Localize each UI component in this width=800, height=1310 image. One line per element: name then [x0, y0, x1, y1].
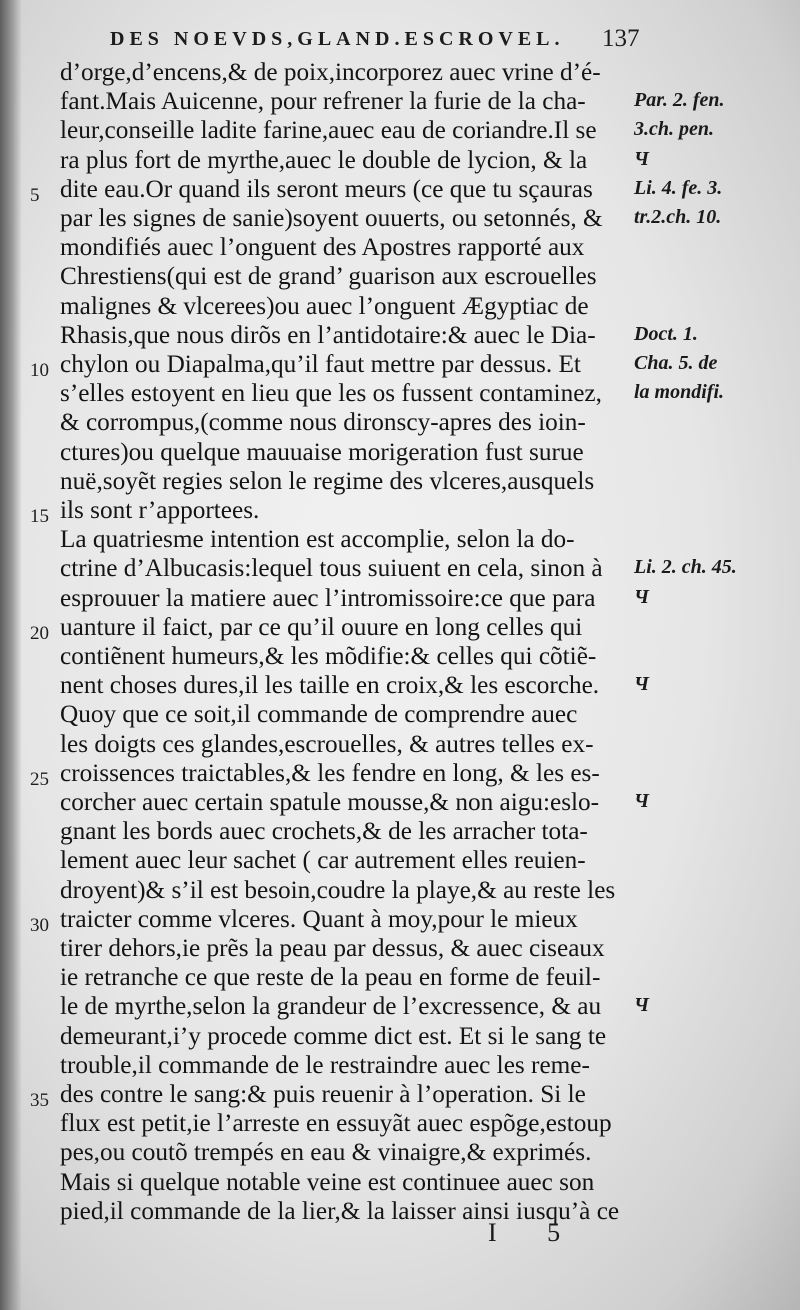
text-line: demeurant,i’y procede comme dict est. Et si le sang te: [60, 1020, 607, 1050]
text-line: pied,il commande de la lier,& la laisser ainsi iusqu’à ce: [60, 1195, 620, 1225]
text-line: Mais si quelque notable veine est continuee auec son: [60, 1166, 595, 1196]
text-line: s’elles estoyent en lieu que les os fussent contaminez,: [60, 378, 602, 408]
margin-note: Ч: [634, 147, 649, 170]
text-line: d’orge,d’encens,& de poix,incorporez auec vrine d’é-: [60, 57, 601, 86]
text-line: croissences traictables,& les fendre en long, & les es-: [60, 757, 600, 787]
text-line: lement auec leur sachet ( car autrement elles reuien-: [60, 845, 586, 875]
text-line: tirer dehors,ie prẽs la peau par dessus, & auec ciseaux: [60, 933, 605, 962]
text-line: nent choses dures,il les taille en croix,& les escorche.: [60, 670, 600, 700]
text-line: par les signes de sanie)soyent ouuerts, ou setonnés, &: [60, 203, 603, 232]
text-line: Rhasis,que nous dirõs en l’antidotaire:& auec le Dia-: [60, 319, 596, 349]
text-line: ie retranche ce que reste de la peau en forme de feuil-: [60, 962, 601, 992]
text-line: contiẽnent humeurs,& les mõdifie:& celles qui cõtiẽ-: [60, 641, 597, 670]
signature-mark: I 5: [488, 1218, 583, 1247]
text-line: & corrompus,(comme nous dironscy-apres des ioin-: [60, 407, 586, 437]
line-number: 10: [30, 360, 49, 381]
line-number: 30: [30, 914, 49, 936]
text-line: leur,conseille ladite farine,auec eau de coriandre.Il se: [60, 115, 597, 145]
margin-note: Li. 2. ch. 45.: [634, 556, 737, 579]
text-line: traicter comme vlceres. Quant à moy,pour le mieux: [60, 903, 578, 933]
text-line: le de myrthe,selon la grandeur de l’excressence, & au: [60, 991, 602, 1021]
line-number: 25: [30, 768, 49, 790]
margin-note: Ч: [634, 673, 649, 696]
text-line: Quoy que ce soit,il commande de comprendre auec: [60, 699, 578, 729]
text-line: La quatriesme intention est accomplie, selon la do-: [60, 524, 575, 554]
margin-note: Li. 4. fe. 3.: [634, 176, 723, 199]
margin-note: la mondifi.: [634, 381, 725, 404]
margin-note: Doct. 1.: [634, 322, 698, 345]
text-line: nuë,soyẽt regies selon le regime des vlceres,ausquels: [60, 465, 595, 495]
text-line: trouble,il commande de le restraindre auec les reme-: [60, 1049, 590, 1079]
margin-note: tr.2.ch. 10.: [634, 206, 722, 228]
margin-note: Ч: [634, 585, 649, 608]
text-line: droyent)& s’il est besoin,coudre la playe,& au reste les: [60, 874, 616, 904]
text-line: dite eau.Or quand ils seront meurs (ce que tu sçauras: [60, 173, 593, 203]
text-line: ra plus fort de myrthe,auec le double de lycion, & la: [60, 144, 588, 174]
margin-note: Ч: [634, 790, 649, 812]
text-line: flux est petit,ie l’arreste en essuyãt auec espõge,estoup: [60, 1108, 612, 1138]
text-line: ctures)ou quelque mauuaise morigeration fust surue: [60, 436, 584, 466]
text-line: chylon ou Diapalma,qu’il faut mettre par dessus. Et: [60, 349, 581, 378]
running-head: DES NOEVDS,GLAND.ESCROVEL.: [110, 28, 565, 50]
line-number: 15: [30, 506, 49, 527]
line-number: 20: [30, 622, 49, 644]
text-line: gnant les bords auec crochets,& de les arracher tota-: [60, 816, 588, 846]
text-line: des contre le sang:& puis reuenir à l’operation. Si le: [60, 1079, 586, 1108]
text-line: ils sont r’apportees.: [60, 495, 260, 524]
margin-note: Cha. 5. de: [634, 352, 718, 374]
text-line: pes,ou coutõ trempés en eau & vinaigre,& exprimés.: [60, 1137, 592, 1167]
margin-note: Ч: [634, 994, 649, 1017]
text-line: fant.Mais Auicenne, pour refrener la furie de la cha-: [60, 86, 586, 116]
binding-gutter: [0, 0, 22, 1310]
line-number: 35: [30, 1090, 49, 1111]
text-line: uanture il faict, par ce qu’il ouure en long celles qui: [60, 611, 583, 641]
text-line: Chrestiens(qui est de grand’ guarison aux escrouelles: [60, 261, 597, 291]
text-line: ctrine d’Albucasis:lequel tous suiuent en cela, sinon à: [60, 553, 603, 583]
margin-note: 3.ch. pen.: [634, 118, 714, 141]
text-line: malignes & vlcerees)ou auec l’onguent Ægyptiac de: [60, 290, 589, 320]
page-number: 137: [602, 25, 640, 52]
text-line: esprouuer la matiere auec l’intromissoire:ce que para: [60, 582, 596, 612]
text-line: mondifiés auec l’onguent des Apostres rapporté aux: [60, 232, 585, 262]
text-line: corcher auec certain spatule mousse,& non aigu:eslo-: [60, 787, 600, 816]
line-number: 5: [30, 184, 40, 206]
margin-note: Par. 2. fen.: [634, 89, 725, 112]
text-line: les doigts ces glandes,escrouelles, & autres telles ex-: [60, 728, 594, 758]
